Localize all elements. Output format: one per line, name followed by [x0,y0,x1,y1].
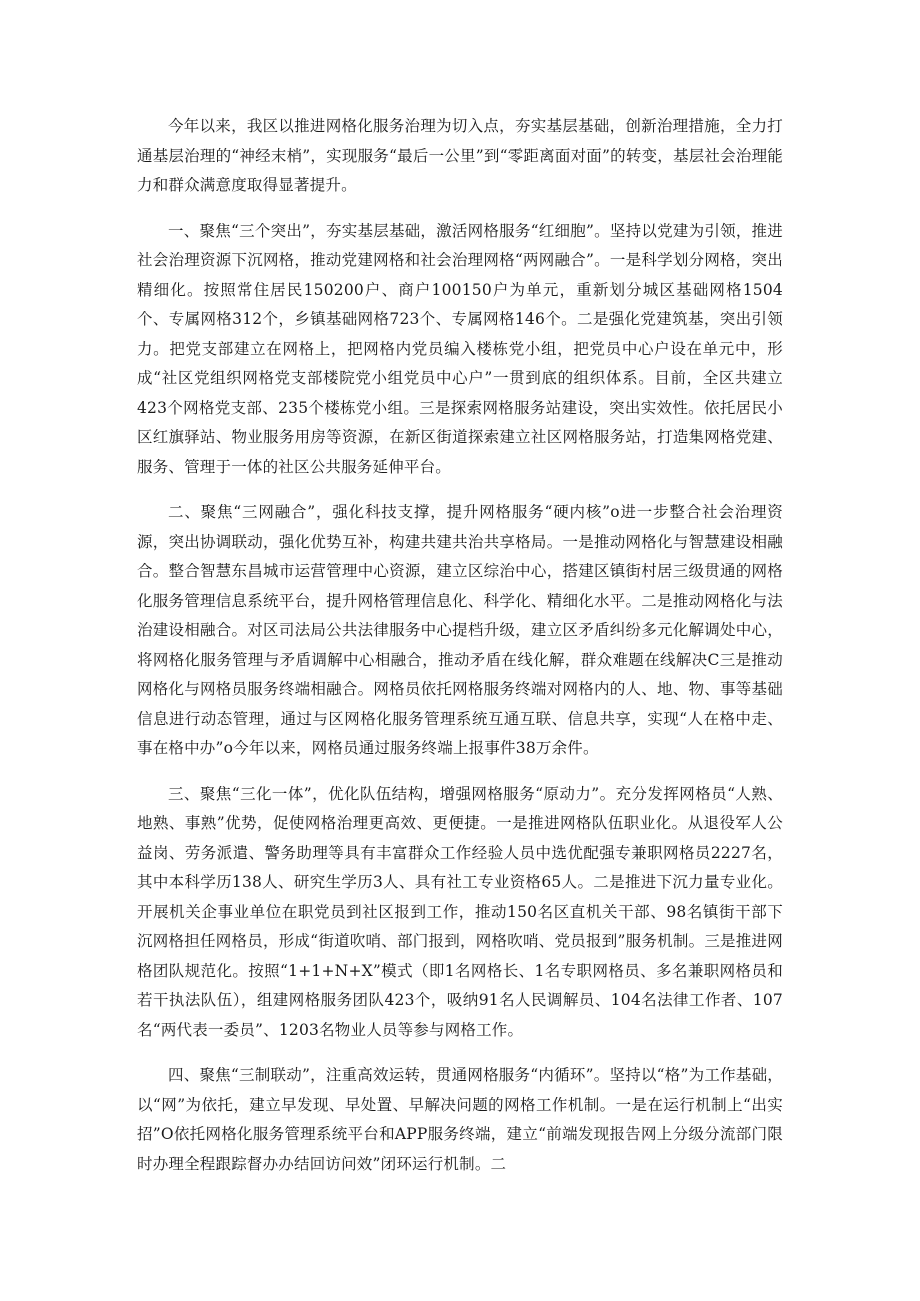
section-one-paragraph: 一、聚焦“三个突出”，夯实基层基础，激活网格服务“红细胞”。坚持以党建为引领，推进社会治理资源下沉网格，推动党建网格和社会治理网格“两网融合”。一是科学划分网格，突出精细化。按照常住居民150200户、商户100150户为单元，重新划分城区基础网格1504个、专属网格312个，乡镇基础网格723个、专属网格146个。二是强化党建筑基，突出引领力。把党支部建立在网格上，把网格内党员编入楼栋党小组，把党员中心户设在单元中，形成“社区党组织网格党支部楼院党小组党员中心户”一贯到底的组织体系。目前，全区共建立423个网格党支部、235个楼栋党小组。三是探索网格服务站建设，突出实效性。依托居民小区红旗驿站、物业服务用房等资源，在新区街道探索建立社区网格服务站，打造集网格党建、服务、管理于一体的社区公共服务延伸平台。 [137,221,783,476]
document-page [137,112,783,1195]
section-four-paragraph: 四、聚焦“三制联动”，注重高效运转，贯通网格服务“内循环”。坚持以“格”为工作基础，以“网”为依托，建立早发现、早处置、早解决问题的网格工作机制。一是在运行机制上“出实招”O依托网格化服务管理系统平台和APP服务终端，建立“前端发现报告网上分级分流部门限时办理全程跟踪督办办结回访问效”闭环运行机制。二 [137,1066,783,1173]
intro-paragraph: 今年以来，我区以推进网格化服务治理为切入点，夯实基层基础，创新治理措施，全力打通基层治理的“神经末梢”，实现服务“最后一公里”到“零距离面对面”的转变，基层社会治理能力和群众满意度取得显著提升。 [137,117,783,194]
section-three-paragraph: 三、聚焦“三化一体”，优化队伍结构，增强网格服务“原动力”。充分发挥网格员“人熟、地熟、事熟”优势，促使网格治理更高效、更便捷。一是推进网格队伍职业化。从退役军人公益岗、劳务派遣、警务助理等具有丰富群众工作经验人员中选优配强专兼职网格员2227名，其中本科学历138人、研究生学历3人、具有社工专业资格65人。二是推进下沉力量专业化。开展机关企事业单位在职党员到社区报到工作，推动150名区直机关干部、98名镇街干部下沉网格担任网格员，形成“街道吹哨、部门报到，网格吹哨、党员报到”服务机制。三是推进网格团队规范化。按照“1+1+N+X”模式（即1名网格长、1名专职网格员、多名兼职网格员和若干执法队伍），组建网格服务团队423个，吸纳91名人民调解员、104名法律工作者、107名“两代表一委员”、1203名物业人员等参与网格工作。 [137,784,783,1039]
section-two-paragraph: 二、聚焦“三网融合”，强化科技支撑，提升网格服务“硬内核”o进一步整合社会治理资源，突出协调联动，强化优势互补，构建共建共治共享格局。一是推动网格化与智慧建设相融合。整合智慧东昌城市运营管理中心资源，建立区综治中心，搭建区镇街村居三级贯通的网格化服务管理信息系统平台，提升网格管理信息化、科学化、精细化水平。二是推动网格化与法治建设相融合。对区司法局公共法律服务中心提档升级，建立区矛盾纠纷多元化解调处中心，将网格化服务管理与矛盾调解中心相融合，推动矛盾在线化解，群众难题在线解决C三是推动网格化与网格员服务终端相融合。网格员依托网格服务终端对网格内的人、地、物、事等基础信息进行动态管理，通过与区网格化服务管理系统互通互联、信息共享，实现“人在格中走、事在格中办”o今年以来，网格员通过服务终端上报事件38万余件。 [137,503,783,757]
